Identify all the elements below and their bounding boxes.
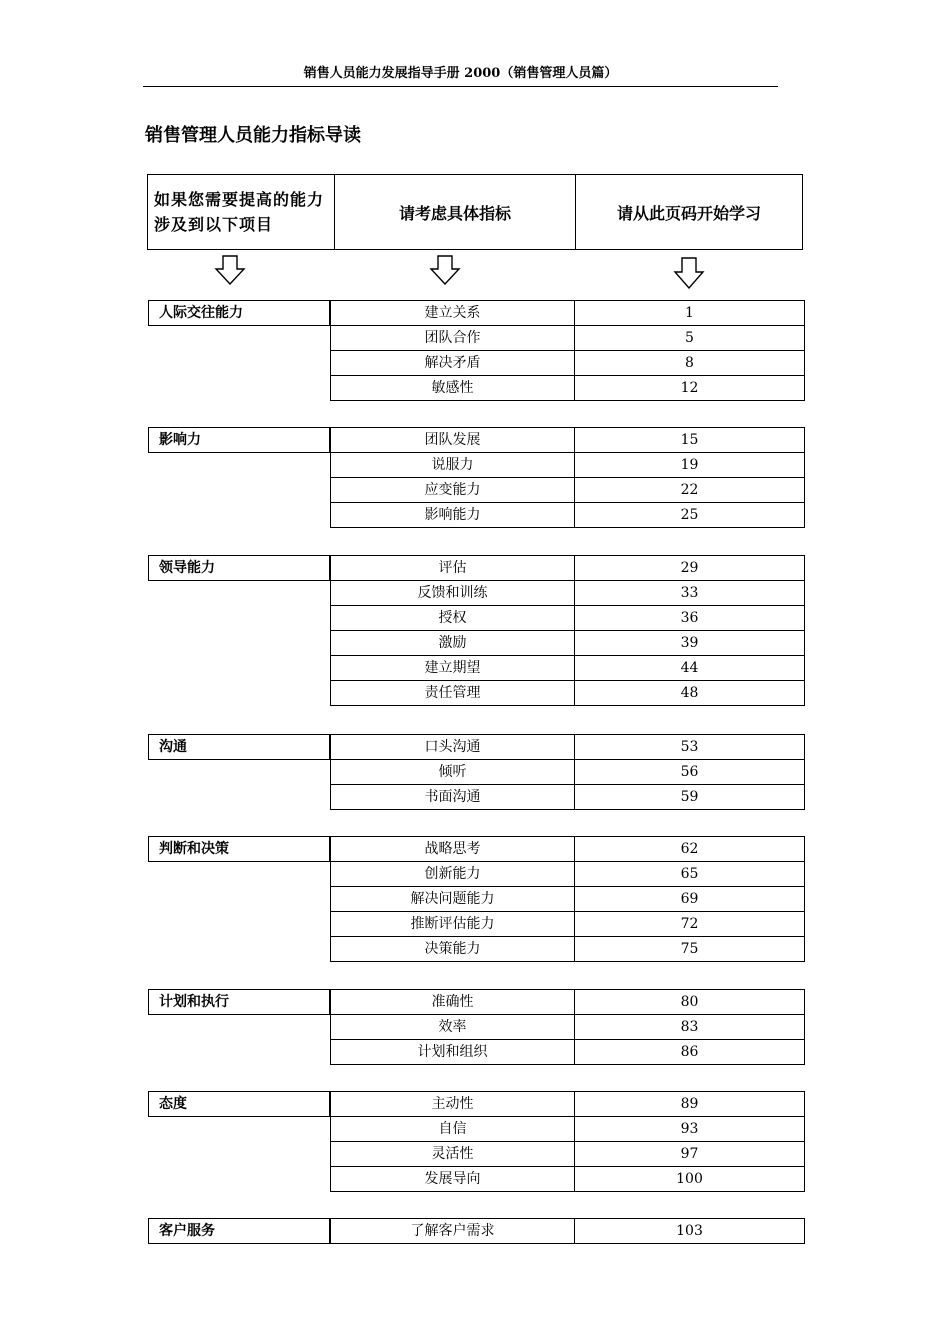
page-number-cell: 72 — [575, 912, 805, 937]
category-label: 客户服务 — [148, 1218, 330, 1244]
page-number-cell: 59 — [575, 785, 805, 810]
indicator-cell: 了解客户需求 — [331, 1219, 575, 1244]
indicator-cell: 效率 — [331, 1015, 575, 1040]
page-number-cell: 75 — [575, 937, 805, 962]
table-row — [331, 937, 805, 962]
table-row — [331, 631, 805, 656]
table-row — [331, 428, 805, 453]
indicator-cell: 书面沟通 — [331, 785, 575, 810]
page-header — [143, 64, 778, 87]
indicator-cell: 敏感性 — [331, 376, 575, 401]
table-row — [331, 887, 805, 912]
indicator-cell: 解决问题能力 — [331, 887, 575, 912]
page-title: 销售管理人员能力指标导读 — [145, 125, 361, 146]
page-number-cell: 39 — [575, 631, 805, 656]
indicator-cell: 建立期望 — [331, 656, 575, 681]
indicator-table — [330, 1091, 805, 1192]
page-number-cell: 19 — [575, 453, 805, 478]
table-row — [331, 1117, 805, 1142]
table-row — [331, 301, 805, 326]
table-row — [331, 837, 805, 862]
indicator-cell: 主动性 — [331, 1092, 575, 1117]
page-number-cell: 86 — [575, 1040, 805, 1065]
page-number-cell: 97 — [575, 1142, 805, 1167]
down-arrow-icon — [429, 255, 461, 285]
indicator-cell: 授权 — [331, 606, 575, 631]
table-row — [331, 1142, 805, 1167]
page-number-cell: 25 — [575, 503, 805, 528]
indicator-cell: 团队合作 — [331, 326, 575, 351]
guide-col2: 请考虑具体指标 — [335, 175, 576, 250]
page-number-cell: 53 — [575, 735, 805, 760]
category-label: 沟通 — [148, 734, 330, 760]
indicator-cell: 准确性 — [331, 990, 575, 1015]
page-number-cell: 65 — [575, 862, 805, 887]
page-number-cell: 33 — [575, 581, 805, 606]
indicator-cell: 战略思考 — [331, 837, 575, 862]
indicator-table — [330, 427, 805, 528]
table-row — [331, 1015, 805, 1040]
indicator-table — [330, 300, 805, 401]
table-row — [331, 581, 805, 606]
table-row — [331, 1167, 805, 1192]
indicator-cell: 建立关系 — [331, 301, 575, 326]
page-number-cell: 103 — [575, 1219, 805, 1244]
page-number-cell: 8 — [575, 351, 805, 376]
indicator-cell: 激励 — [331, 631, 575, 656]
category-label: 人际交往能力 — [148, 300, 330, 326]
table-row — [331, 785, 805, 810]
table-row — [331, 681, 805, 706]
page-number-cell: 69 — [575, 887, 805, 912]
table-row — [331, 760, 805, 785]
page-number-cell: 15 — [575, 428, 805, 453]
table-row — [331, 478, 805, 503]
page-number-cell: 44 — [575, 656, 805, 681]
page-number-cell: 100 — [575, 1167, 805, 1192]
indicator-cell: 责任管理 — [331, 681, 575, 706]
category-label: 计划和执行 — [148, 989, 330, 1015]
page-header-text: 销售人员能力发展指导手册 2000（销售管理人员篇） — [303, 66, 618, 81]
guide-table — [147, 174, 803, 250]
table-row — [331, 606, 805, 631]
indicator-cell: 评估 — [331, 556, 575, 581]
table-row — [331, 912, 805, 937]
guide-col1: 如果您需要提高的能力涉及到以下项目 — [148, 175, 335, 250]
page-number-cell: 56 — [575, 760, 805, 785]
indicator-cell: 灵活性 — [331, 1142, 575, 1167]
indicator-table — [330, 836, 805, 962]
indicator-cell: 反馈和训练 — [331, 581, 575, 606]
indicator-cell: 发展导向 — [331, 1167, 575, 1192]
indicator-table — [330, 1218, 805, 1244]
indicator-cell: 倾听 — [331, 760, 575, 785]
table-row — [331, 376, 805, 401]
page-number-cell: 5 — [575, 326, 805, 351]
page-number-cell: 36 — [575, 606, 805, 631]
indicator-cell: 团队发展 — [331, 428, 575, 453]
table-row — [331, 990, 805, 1015]
category-label: 判断和决策 — [148, 836, 330, 862]
indicator-cell: 影响能力 — [331, 503, 575, 528]
page-number-cell: 89 — [575, 1092, 805, 1117]
indicator-cell: 推断评估能力 — [331, 912, 575, 937]
indicator-cell: 自信 — [331, 1117, 575, 1142]
table-row — [331, 862, 805, 887]
table-row — [331, 1040, 805, 1065]
indicator-table — [330, 734, 805, 810]
table-row — [331, 556, 805, 581]
indicator-cell: 说服力 — [331, 453, 575, 478]
page-number-cell: 83 — [575, 1015, 805, 1040]
page-number-cell: 80 — [575, 990, 805, 1015]
page-number-cell: 1 — [575, 301, 805, 326]
table-row — [331, 656, 805, 681]
table-row — [331, 326, 805, 351]
down-arrow-icon — [673, 257, 705, 289]
indicator-cell: 解决矛盾 — [331, 351, 575, 376]
page-number-cell: 93 — [575, 1117, 805, 1142]
page-number-cell: 48 — [575, 681, 805, 706]
indicator-cell: 应变能力 — [331, 478, 575, 503]
page-number-cell: 22 — [575, 478, 805, 503]
indicator-table — [330, 989, 805, 1065]
guide-col3: 请从此页码开始学习 — [576, 175, 803, 250]
indicator-cell: 计划和组织 — [331, 1040, 575, 1065]
indicator-cell: 创新能力 — [331, 862, 575, 887]
table-row — [331, 453, 805, 478]
category-label: 领导能力 — [148, 555, 330, 581]
table-row — [331, 351, 805, 376]
category-label: 态度 — [148, 1091, 330, 1117]
table-row — [331, 503, 805, 528]
category-label: 影响力 — [148, 427, 330, 453]
page-number-cell: 62 — [575, 837, 805, 862]
table-row — [331, 1092, 805, 1117]
indicator-cell: 口头沟通 — [331, 735, 575, 760]
down-arrow-icon — [214, 255, 246, 285]
table-row — [331, 735, 805, 760]
indicator-table — [330, 555, 805, 706]
table-row — [331, 1219, 805, 1244]
indicator-cell: 决策能力 — [331, 937, 575, 962]
page-number-cell: 12 — [575, 376, 805, 401]
page-number-cell: 29 — [575, 556, 805, 581]
